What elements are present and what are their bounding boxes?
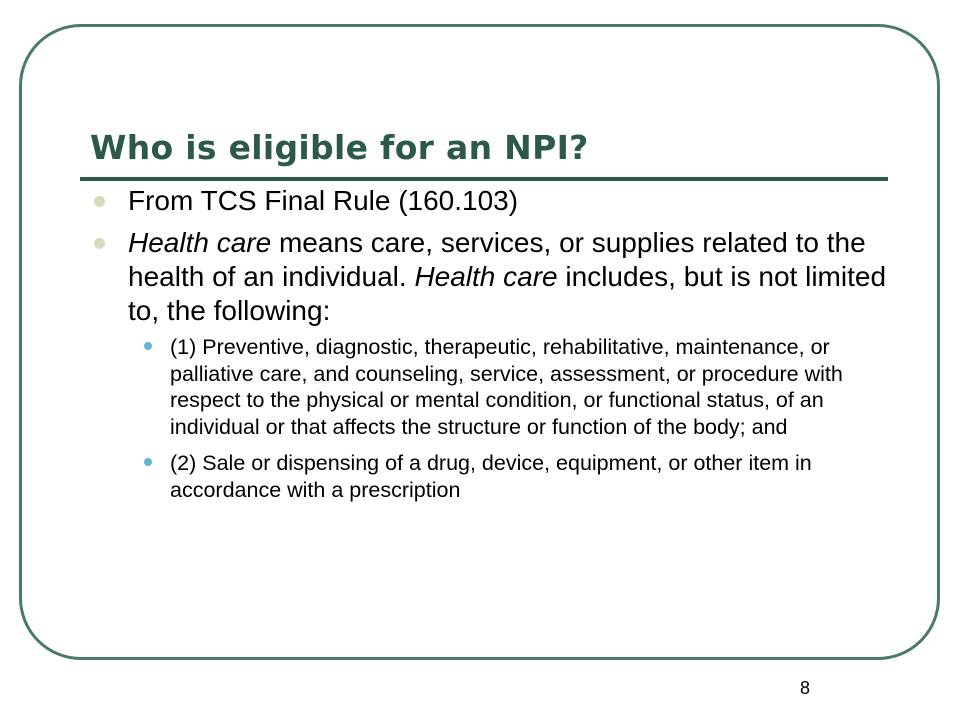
sub-bullet-item-2 — [128, 450, 890, 503]
definition-text — [128, 227, 886, 326]
sub-bullet-dot-icon — [144, 458, 152, 466]
bullet-dot-icon — [94, 196, 105, 207]
sub-bullet-item-1 — [128, 334, 890, 440]
definition-text-part-2: includes, but is not limited to, the following: — [128, 261, 887, 326]
sub-bullet-dot-icon — [144, 342, 152, 350]
term-health-care: Health care — [414, 261, 558, 292]
sub-bullet-text: (1) Preventive, diagnostic, therapeutic, rehabilitative, maintenance, or palliative care, and counseling, service, assessment, or procedure with respect to the physical or mental condition, or functional status, of an individual or that affects the structure or function of the body; and — [170, 335, 843, 439]
bullet-dot-icon — [94, 238, 105, 249]
sub-bullet-text: (2) Sale or dispensing of a drug, device, equipment, or other item in accordance with a prescription — [170, 451, 812, 502]
sub-bullet-list — [128, 334, 890, 503]
slide-title: Who is eligible for an NPI? — [90, 128, 589, 167]
bullet-text: From TCS Final Rule (160.103) — [128, 185, 519, 216]
page-number: 8 — [800, 678, 811, 698]
term-health-care: Health care — [128, 227, 272, 258]
bullet-item-definition — [90, 226, 890, 503]
title-underline — [80, 177, 888, 181]
definition-text-part-1: means care, services, or supplies related to the health of an individual. — [128, 227, 866, 292]
bullet-item-source — [90, 184, 890, 218]
bullet-list — [90, 184, 890, 513]
